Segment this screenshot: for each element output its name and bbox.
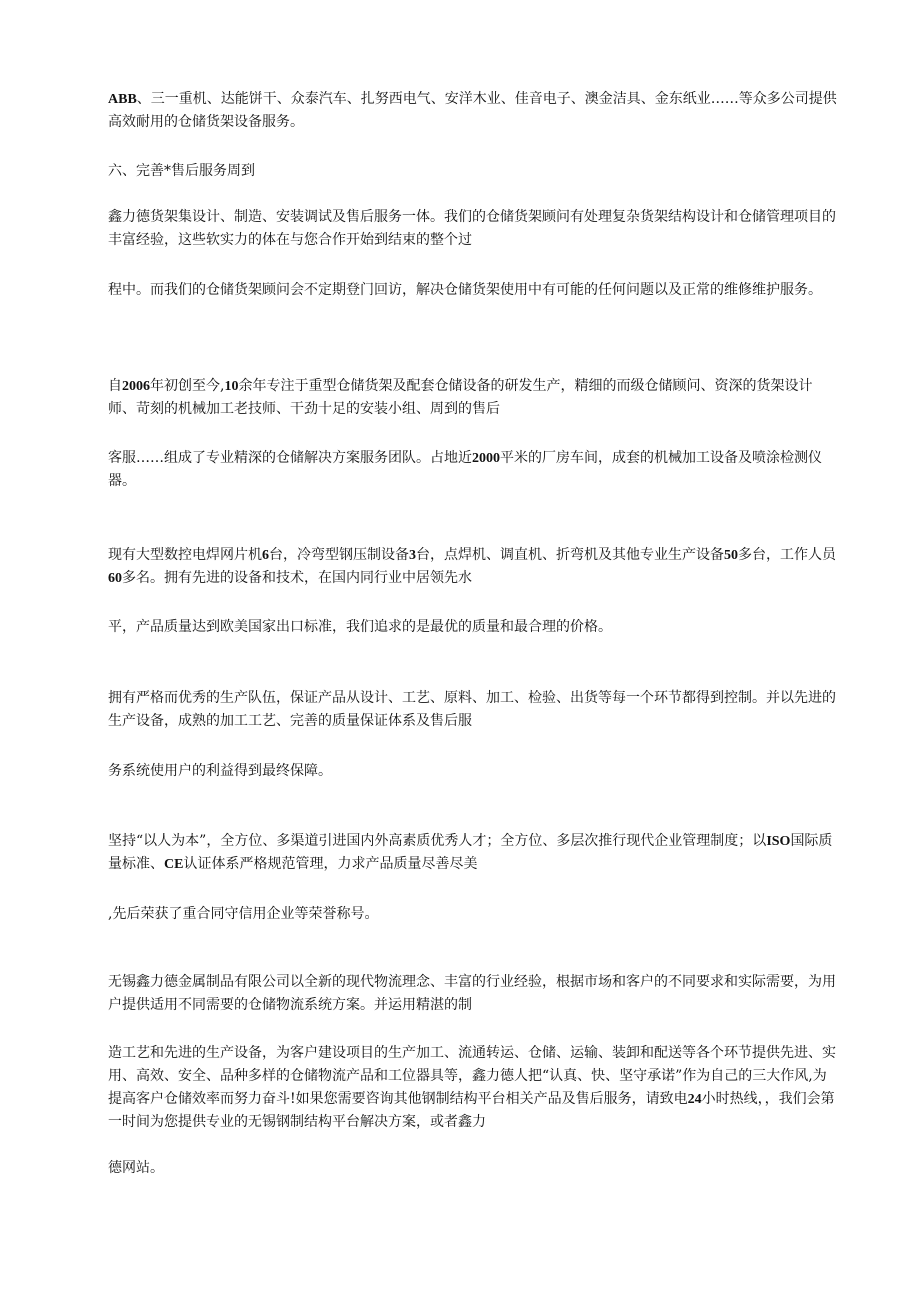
paragraph bbox=[108, 903, 838, 926]
text-run: 平，产品质量达到欧美国家出口标准，我们追求的是最优的质量和最合理的价格。 bbox=[108, 619, 612, 635]
text-run: 造工艺和先进的生产设备，为客户建设项目的生产加工、流通转运、仓储、运输、装卸和配送等各个环节提供先进、实用、高效、安全、品种多样的仓储物流产品和工位器具等，鑫力德人把“认真、快、坚守承诺”作为自己的三大作风,为提高客户仓储效率而努力奋斗!如果您需要咨询其他钢制结构平台相关产品及售后服务，请致电 bbox=[108, 1045, 836, 1107]
text-run: 六、完善*售后服务周到 bbox=[108, 163, 255, 179]
text-run: 多名。拥有先进的设备和技术，在国内同行业中居领先水 bbox=[122, 570, 472, 586]
bold-text: ABB bbox=[108, 92, 137, 107]
paragraph bbox=[108, 1042, 838, 1134]
paragraph bbox=[108, 544, 838, 590]
text-run: 年初创至今, bbox=[150, 378, 225, 394]
paragraph bbox=[108, 279, 838, 302]
bold-text: 60 bbox=[108, 571, 122, 586]
text-run: 德网站。 bbox=[108, 1160, 164, 1176]
text-run: 客服……组成了专业精深的仓储解决方案服务团队。占地近 bbox=[108, 450, 472, 466]
bold-text: 10 bbox=[224, 379, 239, 394]
paragraph bbox=[108, 971, 838, 1017]
section-heading bbox=[108, 160, 838, 183]
paragraph bbox=[108, 88, 838, 134]
paragraph bbox=[108, 206, 838, 252]
bold-text: 6 bbox=[262, 548, 269, 563]
text-run: 程中。而我们的仓储货架顾问会不定期登门回访，解决仓储货架使用中有可能的任何问题以及正常的维修维护服务。 bbox=[108, 282, 822, 298]
bold-text: 2006 bbox=[122, 379, 150, 394]
text-run: ,先后荣获了重合同守信用企业等荣誉称号。 bbox=[108, 906, 379, 922]
bold-text: 50 bbox=[724, 548, 738, 563]
text-run: 认证体系严格规范管理，力求产品质量尽善尽美 bbox=[183, 856, 478, 872]
bold-text: CE bbox=[164, 857, 184, 872]
text-run: 余年专注于重型仓储货架及配套仓储设备的研发生产，精细的而级仓储顾问、资深的货架设计师、苛刻的机械加工老技师、干劲十足的安装小组、周到的售后 bbox=[108, 378, 813, 417]
text-run: 国际质量标准、 bbox=[108, 833, 833, 872]
paragraph bbox=[108, 687, 838, 733]
text-run: 现有大型数控电焊网片机 bbox=[108, 547, 262, 563]
text-run: 台，冷弯型钢压制设备 bbox=[269, 547, 409, 563]
paragraph bbox=[108, 447, 838, 493]
text-run: 拥有严格而优秀的生产队伍，保证产品从设计、工艺、原料、加工、检验、出货等每一个环节都得到控制。并以先进的生产设备，成熟的加工工艺、完善的质量保证体系及售后服 bbox=[108, 690, 836, 729]
text-run: 鑫力德货架集设计、制造、安装调试及售后服务一体。我们的仓储货架顾问有处理复杂货架结构设计和仓储管理项目的丰富经验，这些软实力的体在与您合作开始到结束的整个过 bbox=[108, 209, 836, 248]
bold-text: 24 bbox=[687, 1092, 702, 1107]
paragraph bbox=[108, 830, 838, 876]
bold-text: 2000 bbox=[472, 451, 500, 466]
paragraph bbox=[108, 375, 838, 421]
paragraph bbox=[108, 760, 838, 783]
paragraph bbox=[108, 616, 838, 639]
text-run: 务系统使用户的利益得到最终保障。 bbox=[108, 763, 332, 779]
text-run: 多台，工作人员 bbox=[738, 547, 836, 563]
text-run: 坚持“以人为本”，全方位、多渠道引进国内外高素质优秀人才；全方位、多层次推行现代企业管理制度；以 bbox=[108, 833, 767, 849]
paragraph bbox=[108, 1157, 838, 1180]
bold-text: 3 bbox=[409, 548, 416, 563]
text-run: 平米的厂房车间，成套的机械加工设备及喷涂检测仪器。 bbox=[108, 450, 822, 489]
text-run: 自 bbox=[108, 378, 122, 394]
text-run: 台，点焊机、调直机、折弯机及其他专业生产设备 bbox=[416, 547, 724, 563]
text-run: 小时热线，，我们会第一时间为您提供专业的无锡钢制结构平台解决方案，或者鑫力 bbox=[108, 1091, 835, 1130]
text-run: 、三一重机、达能饼干、众泰汽车、扎努西电气、安洋木业、佳音电子、澳金洁具、金东纸业……等众多公司提供高效耐用的仓储货架设备服务。 bbox=[108, 91, 837, 130]
bold-text: ISO bbox=[766, 834, 791, 849]
text-run: 无锡鑫力德金属制品有限公司以全新的现代物流理念、丰富的行业经验，根据市场和客户的不同要求和实际需要，为用户提供适用不同需要的仓储物流系统方案。并运用精湛的制 bbox=[108, 974, 836, 1013]
